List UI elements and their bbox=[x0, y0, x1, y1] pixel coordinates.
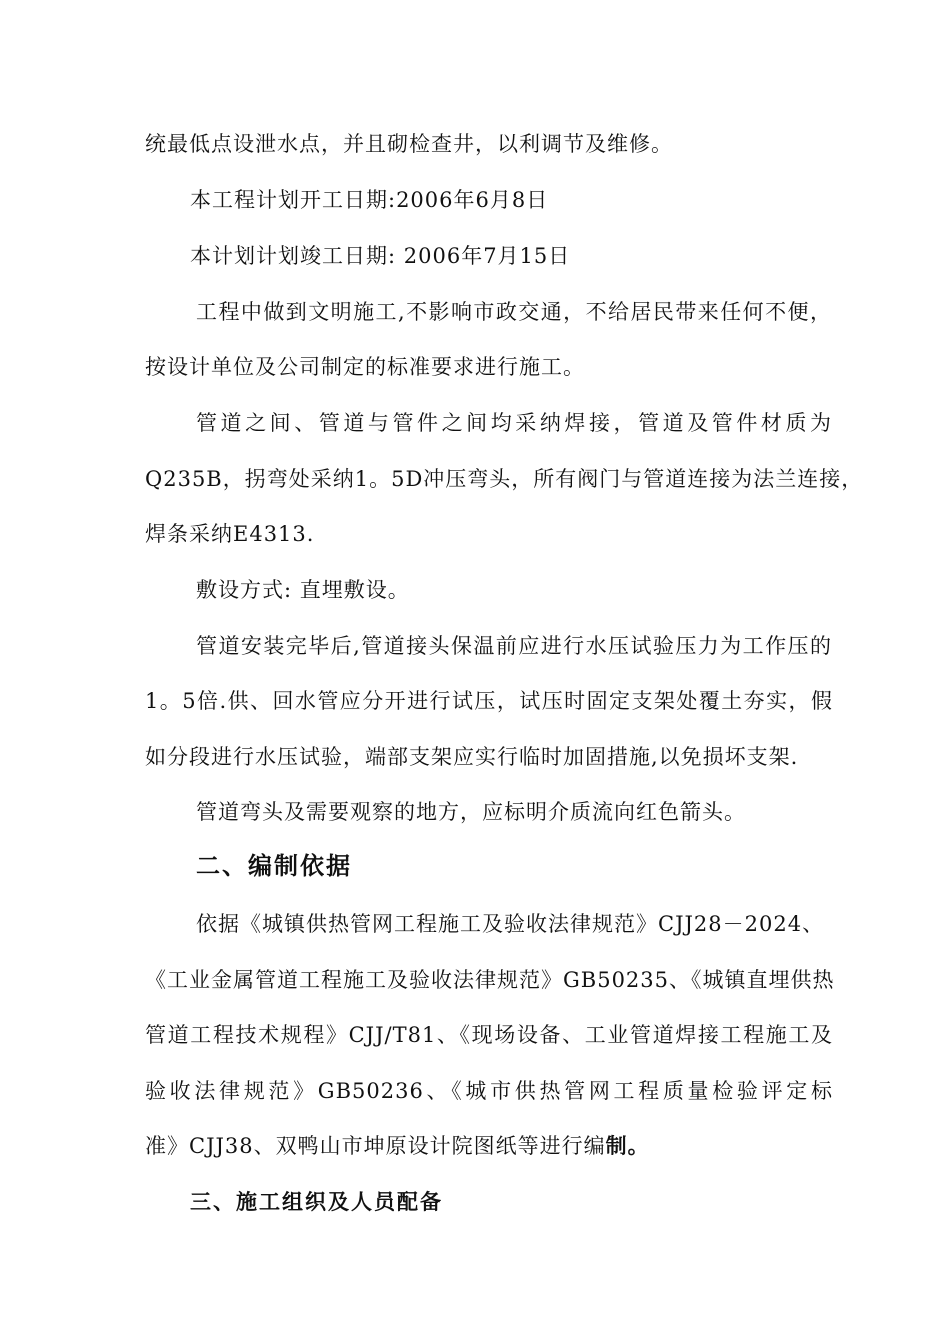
paragraph-line: 管道弯头及需要观察的地方，应标明介质流向红色箭头。 bbox=[196, 800, 746, 824]
paragraph-line: 管道安装完毕后,管道接头保温前应进行水压试验压力为工作压的 bbox=[196, 634, 832, 658]
paragraph-line: 管道之间、管道与管件之间均采纳焊接，管道及管件材质为 bbox=[196, 411, 832, 435]
paragraph-line: 验收法律规范》GB50236、《城市供热管网工程质量检验评定标 bbox=[145, 1079, 833, 1103]
paragraph-line: 统最低点设泄水点，并且砌检查井，以利调节及维修。 bbox=[145, 132, 673, 156]
paragraph-text: 准》CJJ38、双鸭山市坤原设计院图纸等进行编 bbox=[145, 1134, 606, 1158]
section-heading-3: 三、施工组织及人员配备 bbox=[190, 1190, 443, 1214]
paragraph-line: 1。5倍.供、回水管应分开进行试压，试压时固定支架处覆土夯实，假 bbox=[145, 689, 833, 713]
start-date-line: 本工程计划开工日期:2006年6月8日 bbox=[190, 188, 549, 212]
paragraph-line: 《工业金属管道工程施工及验收法律规范》GB50235、《城镇直埋供热 bbox=[145, 968, 835, 992]
paragraph-text-bold: 制。 bbox=[605, 1133, 650, 1158]
paragraph-line: 如分段进行水压试验，端部支架应实行临时加固措施,以免损坏支架. bbox=[145, 745, 799, 769]
paragraph-line: 管道工程技术规程》CJJ/T81、《现场设备、工业管道焊接工程施工及 bbox=[145, 1023, 833, 1047]
paragraph-line: Q235B，拐弯处采纳1。5D冲压弯头，所有阀门与管道连接为法兰连接， bbox=[145, 467, 864, 491]
paragraph-line bbox=[145, 1132, 650, 1160]
paragraph-line: 敷设方式: 直埋敷设。 bbox=[196, 578, 410, 602]
paragraph-line: 依据《城镇供热管网工程施工及验收法律规范》CJJ28－2024、 bbox=[196, 912, 825, 936]
paragraph-line: 按设计单位及公司制定的标准要求进行施工。 bbox=[145, 355, 585, 379]
paragraph-line: 焊条采纳E4313. bbox=[145, 522, 315, 546]
paragraph-line: 工程中做到文明施工,不影响市政交通，不给居民带来任何不便， bbox=[196, 300, 832, 324]
end-date-line: 本计划计划竣工日期: 2006年7月15日 bbox=[190, 244, 571, 268]
section-heading-2: 二、编制依据 bbox=[196, 852, 352, 880]
